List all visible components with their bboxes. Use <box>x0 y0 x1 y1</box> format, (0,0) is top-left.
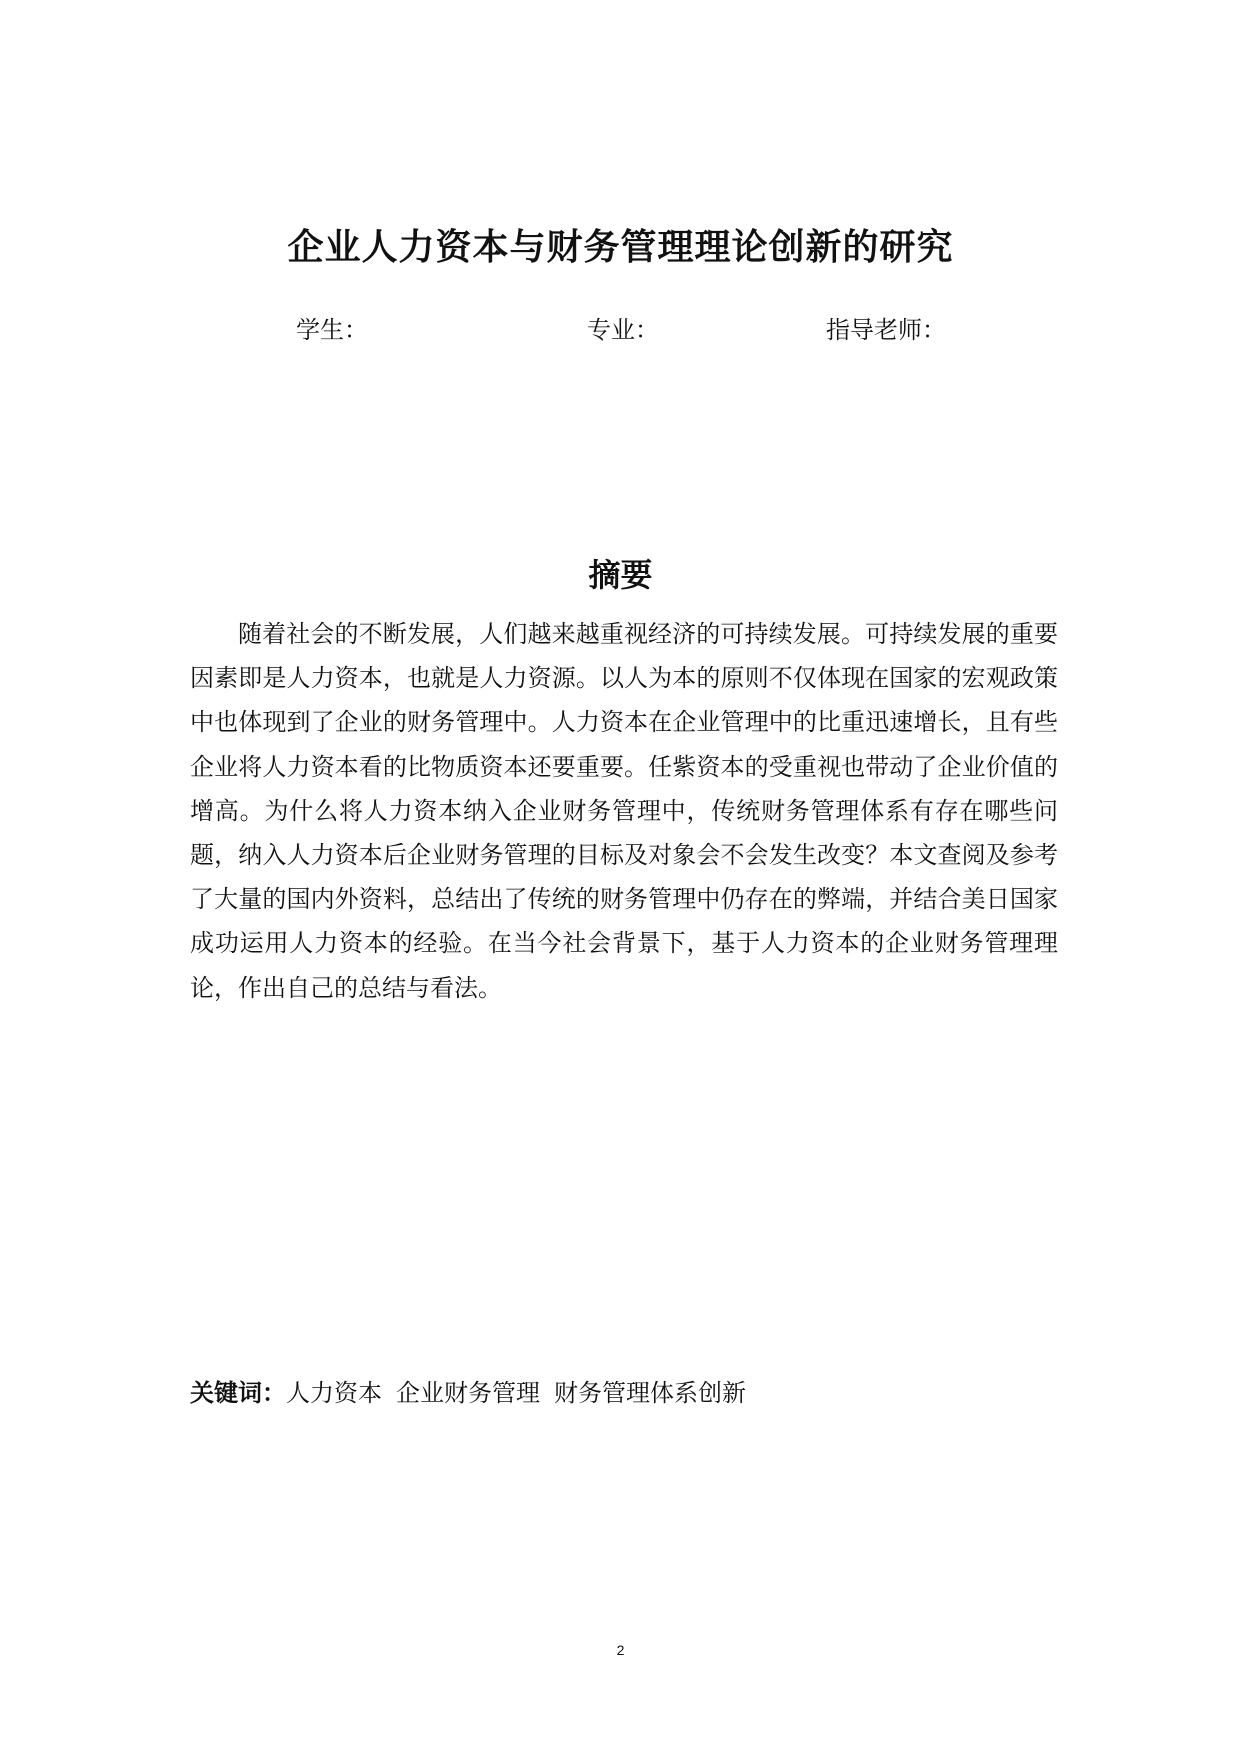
keyword-item: 企业财务管理 <box>396 1379 540 1407</box>
keyword-item: 财务管理体系创新 <box>554 1379 746 1407</box>
page-number: 2 <box>616 1642 625 1658</box>
keywords-line <box>190 1375 760 1411</box>
abstract-heading: 摘要 <box>588 556 653 594</box>
major-label: 专业： <box>587 316 659 344</box>
abstract-body: 随着社会的不断发展，人们越来越重视经济的可持续发展。可持续发展的重要因素即是人力资本，也就是人力资源。以人为本的原则不仅体现在国家的宏观政策中也体现到了企业的财务管理中。人力资本在企业管理中的比重迅速增长，且有些企业将人力资本看的比物质资本还要重要。任紫资本的受重视也带动了企业价值的增高。为什么将人力资本纳入企业财务管理中，传统财务管理体系有存在哪些问题，纳入人力资本后企业财务管理的目标及对象会不会发生改变？本文查阅及参考了大量的国内外资料，总结出了传统的财务管理中仍存在的弊端，并结合美日国家成功运用人力资本的经验。在当今社会背景下，基于人力资本的企业财务管理理论，作出自己的总结与看法。 <box>190 620 1058 1002</box>
student-label: 学生： <box>296 316 368 344</box>
advisor-label: 指导老师： <box>826 316 946 344</box>
page-title: 企业人力资本与财务管理理论创新的研究 <box>287 226 954 268</box>
keywords-label: 关键词： <box>190 1379 286 1407</box>
keyword-item: 人力资本 <box>286 1379 382 1407</box>
